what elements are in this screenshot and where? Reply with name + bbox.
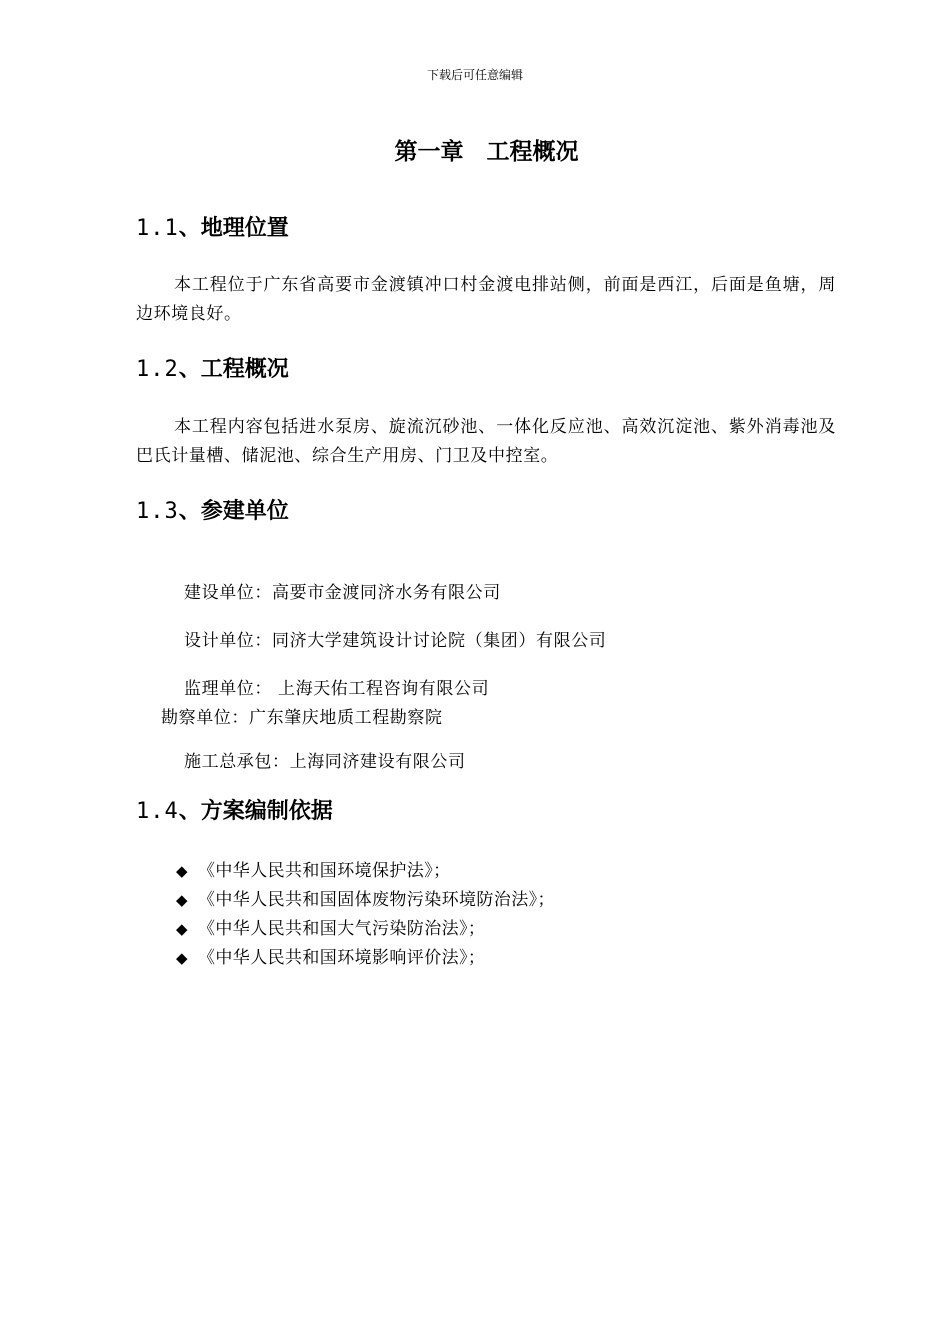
section-title: 、方案编制依据: [178, 799, 333, 824]
diamond-bullet-icon: ◆: [176, 862, 188, 880]
diamond-bullet-icon: ◆: [176, 949, 188, 967]
section-heading-parties: [136, 494, 289, 525]
party-supervisor: 监理单位： 上海天佑工程咨询有限公司: [184, 679, 490, 699]
section-number: 1.3: [136, 499, 179, 524]
section-heading-location: [136, 211, 289, 242]
header-note: 下载后可任意编辑: [426, 68, 523, 82]
basis-item-text: 《中华人民共和国环境保护法》；: [198, 861, 451, 881]
party-contractor: 施工总承包：上海同济建设有限公司: [184, 752, 466, 772]
basis-item: [176, 885, 555, 910]
section-title: 、参建单位: [178, 499, 289, 524]
party-survey: 勘察单位：广东肇庆地质工程勘察院: [161, 708, 443, 728]
party-owner: 建设单位：高要市金渡同济水务有限公司: [184, 583, 501, 603]
diamond-bullet-icon: ◆: [176, 920, 188, 938]
overview-paragraph: 本工程内容包括进水泵房、旋流沉砂池、一体化反应池、高效沉淀池、紫外消毒池及巴氏计量槽、储泥池、综合生产用房、门卫及中控室。: [136, 417, 836, 466]
section-heading-overview: [136, 352, 289, 383]
diamond-bullet-icon: ◆: [176, 891, 188, 909]
section-title: 、地理位置: [178, 216, 289, 241]
section-heading-basis: [136, 794, 333, 825]
section-number: 1.1: [136, 216, 179, 241]
basis-item: [176, 856, 451, 881]
section-number: 1.4: [136, 799, 179, 824]
chapter-title: 第一章 工程概况: [394, 139, 579, 165]
basis-item-text: 《中华人民共和国环境影响评价法》；: [198, 948, 486, 968]
party-designer: 设计单位：同济大学建筑设计讨论院（集团）有限公司: [184, 631, 607, 651]
location-paragraph: 本工程位于广东省高要市金渡镇冲口村金渡电排站侧，前面是西江，后面是鱼塘，周边环境良好。: [136, 275, 836, 324]
section-number: 1.2: [136, 357, 179, 382]
section-title: 、工程概况: [178, 357, 289, 382]
basis-item: [176, 943, 485, 968]
basis-item-text: 《中华人民共和国固体废物污染环境防治法》；: [198, 890, 555, 910]
basis-item-text: 《中华人民共和国大气污染防治法》；: [198, 919, 486, 939]
basis-item: [176, 914, 485, 939]
